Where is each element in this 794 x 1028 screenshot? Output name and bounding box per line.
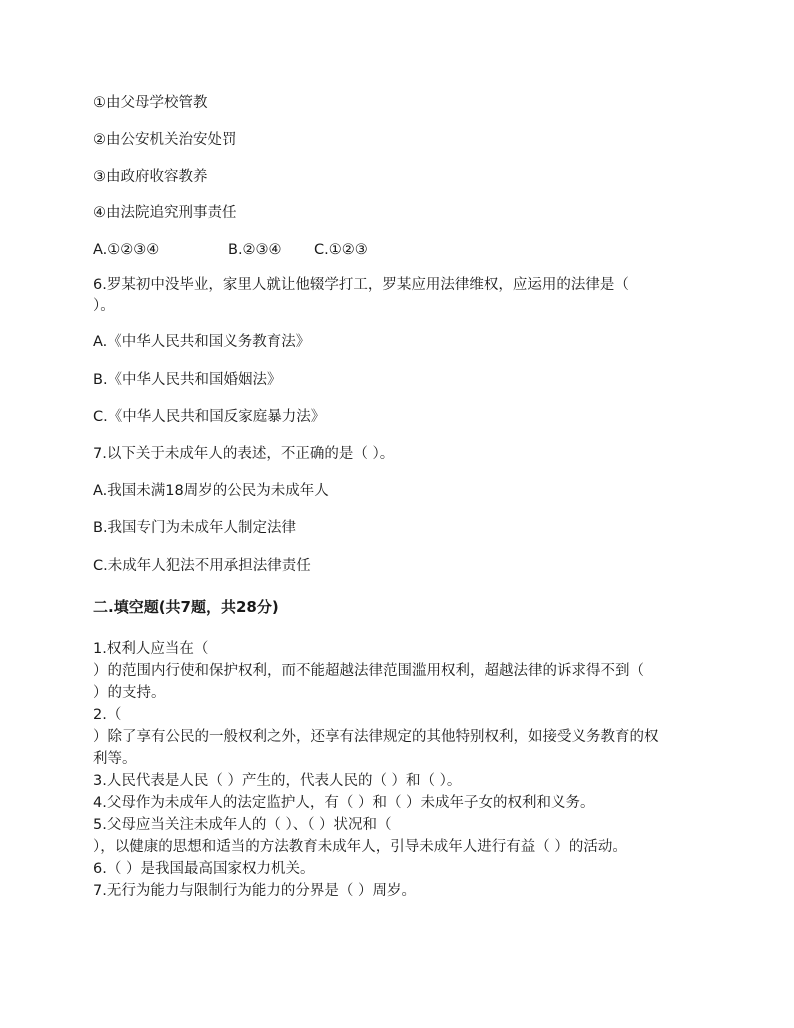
- fill-q7: 7.无行为能力与限制行为能力的分界是（ ）周岁。: [93, 883, 416, 899]
- section-heading: 二.填空题(共7题，共28分): [93, 598, 279, 616]
- q7-option-a: A.我国未满18周岁的公民为未成年人: [93, 483, 329, 499]
- fill-q2-line1: 2.（: [93, 707, 122, 723]
- q7-option-c: C.未成年人犯法不用承担法律责任: [93, 558, 311, 574]
- q5-item-4: ④由法院追究刑事责任: [93, 205, 237, 221]
- q5-item-3: ③由政府收容教养: [93, 169, 208, 185]
- q5-option-c: C.①②③: [314, 242, 368, 258]
- fill-q5-line1: 5.父母应当关注未成年人的（ ）、（ ）状况和（: [93, 817, 392, 833]
- q5-options: [93, 240, 714, 260]
- q5-item-2: ②由公安机关治安处罚: [93, 132, 237, 148]
- q6-option-b: B.《中华人民共和国婚姻法》: [93, 372, 282, 388]
- q7-stem: 7.以下关于未成年人的表述，不正确的是（ ）。: [93, 446, 395, 462]
- q6-option-c: C.《中华人民共和国反家庭暴力法》: [93, 409, 326, 425]
- q5-option-a: A.①②③④: [93, 242, 160, 258]
- fill-q1-line1: 1.权利人应当在（: [93, 641, 209, 657]
- fill-q4: 4.父母作为未成年人的法定监护人，有（ ）和（ ）未成年子女的权利和义务。: [93, 795, 595, 811]
- q5-option-b: B.②③④: [228, 242, 282, 258]
- q7-option-b: B.我国专门为未成年人制定法律: [93, 520, 297, 536]
- fill-q6: 6.（ ）是我国最高国家权力机关。: [93, 861, 315, 877]
- fill-q5-line2: ），以健康的思想和适当的方法教育未成年人，引导未成年人进行有益（ ）的活动。: [93, 839, 627, 855]
- fill-q1-line2: ）的范围内行使和保护权利，而不能超越法律范围滥用权利，超越法律的诉求得不到（: [93, 663, 644, 679]
- fill-q1-line3: ）的支持。: [93, 685, 166, 701]
- q6-option-a: A.《中华人民共和国义务教育法》: [93, 334, 311, 350]
- q6-stem-line1: 6.罗某初中没毕业，家里人就让他辍学打工，罗某应用法律维权，应运用的法律是（: [93, 277, 629, 293]
- fill-q3: 3.人民代表是人民（ ）产生的，代表人民的（ ）和（ ）。: [93, 773, 462, 789]
- fill-questions: [93, 638, 713, 902]
- q6-stem-line2: ）。: [93, 298, 115, 314]
- fill-q2-line3: 利等。: [93, 751, 137, 767]
- fill-q2-line2: ）除了享有公民的一般权利之外，还享有法律规定的其他特别权利，如接受义务教育的权: [93, 729, 659, 745]
- q5-item-1: ①由父母学校管教: [93, 95, 208, 111]
